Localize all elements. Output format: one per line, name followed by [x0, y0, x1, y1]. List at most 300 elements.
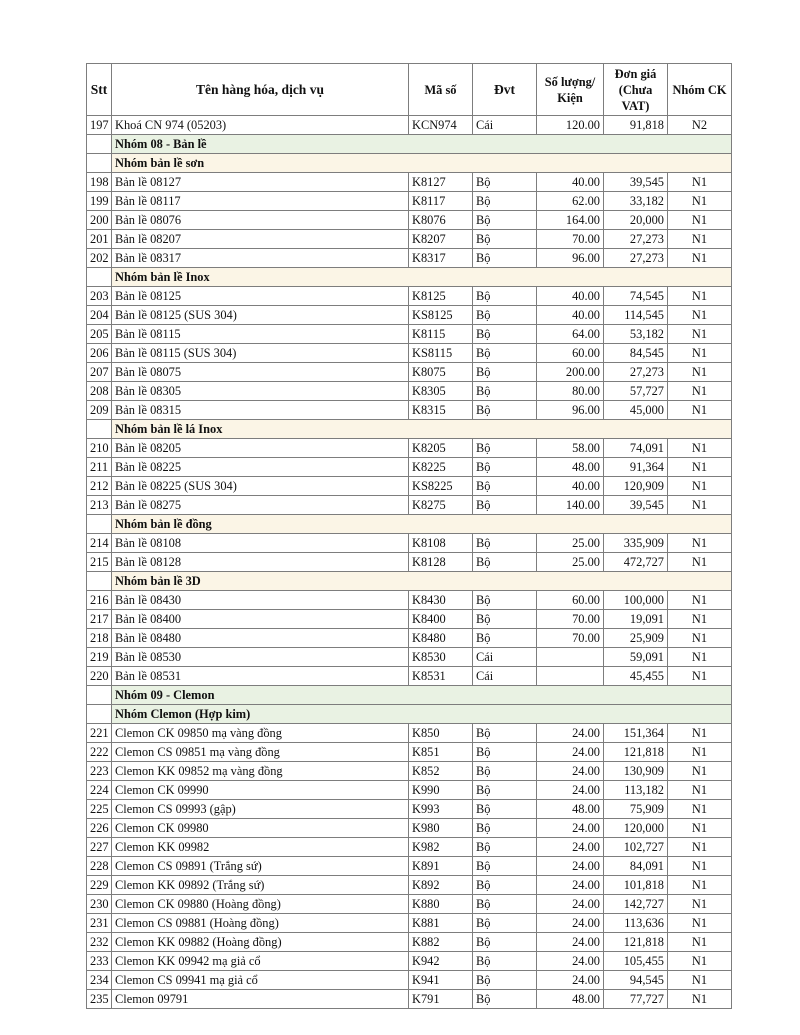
row-unit: Bộ: [473, 800, 537, 819]
row-name: Bản lề 08117: [112, 192, 409, 211]
row-group: N1: [668, 287, 732, 306]
row-qty: 24.00: [537, 914, 604, 933]
group-stt-empty: [87, 420, 112, 439]
row-group: N1: [668, 458, 732, 477]
column-header-group: Nhóm CK: [668, 64, 732, 116]
row-group: N1: [668, 344, 732, 363]
row-code: K8108: [409, 534, 473, 553]
group-label: Nhóm bản lề Inox: [112, 268, 732, 287]
row-qty: 40.00: [537, 477, 604, 496]
row-name: Bản lề 08225 (SUS 304): [112, 477, 409, 496]
row-code: K982: [409, 838, 473, 857]
row-code: K941: [409, 971, 473, 990]
group-stt-empty: [87, 135, 112, 154]
row-name: Bản lề 08305: [112, 382, 409, 401]
row-unit: Bộ: [473, 211, 537, 230]
row-price: 105,455: [604, 952, 668, 971]
row-group: N1: [668, 914, 732, 933]
table-row: [87, 667, 732, 686]
row-code: K990: [409, 781, 473, 800]
row-code: K8531: [409, 667, 473, 686]
row-code: K8275: [409, 496, 473, 515]
row-qty: 25.00: [537, 534, 604, 553]
group-header-row: [87, 686, 732, 705]
row-qty: 96.00: [537, 249, 604, 268]
row-qty: 48.00: [537, 800, 604, 819]
table-row: [87, 952, 732, 971]
row-unit: Cái: [473, 116, 537, 135]
row-name: Clemon CK 09880 (Hoàng đồng): [112, 895, 409, 914]
row-name: Bản lề 08205: [112, 439, 409, 458]
row-name: Clemon CS 09881 (Hoàng đồng): [112, 914, 409, 933]
row-group: N1: [668, 477, 732, 496]
row-stt: 207: [87, 363, 112, 382]
row-price: 27,273: [604, 363, 668, 382]
row-code: K8127: [409, 173, 473, 192]
table-row: [87, 781, 732, 800]
table-row: [87, 325, 732, 344]
row-qty: 80.00: [537, 382, 604, 401]
row-name: Bản lề 08400: [112, 610, 409, 629]
row-group: N1: [668, 952, 732, 971]
column-header-name: Tên hàng hóa, dịch vụ: [112, 64, 409, 116]
row-unit: Bộ: [473, 230, 537, 249]
row-name: Bản lề 08480: [112, 629, 409, 648]
row-unit: Bộ: [473, 401, 537, 420]
row-group: N1: [668, 990, 732, 1009]
table-row: [87, 971, 732, 990]
row-group: N1: [668, 629, 732, 648]
group-label: Nhóm bản lề sơn: [112, 154, 732, 173]
row-group: N1: [668, 895, 732, 914]
row-name: Bản lề 08076: [112, 211, 409, 230]
row-qty: 24.00: [537, 724, 604, 743]
row-group: N1: [668, 192, 732, 211]
subgroup-header-row: [87, 268, 732, 287]
row-unit: Bộ: [473, 724, 537, 743]
row-name: Clemon KK 09942 mạ giả cổ: [112, 952, 409, 971]
row-unit: Bộ: [473, 325, 537, 344]
row-code: K880: [409, 895, 473, 914]
table-row: [87, 306, 732, 325]
row-unit: Cái: [473, 648, 537, 667]
row-unit: Bộ: [473, 819, 537, 838]
row-unit: Bộ: [473, 382, 537, 401]
table-row: [87, 800, 732, 819]
row-code: KS8115: [409, 344, 473, 363]
row-unit: Bộ: [473, 439, 537, 458]
row-unit: Bộ: [473, 534, 537, 553]
row-price: 84,091: [604, 857, 668, 876]
row-stt: 200: [87, 211, 112, 230]
row-price: 59,091: [604, 648, 668, 667]
table-row: [87, 439, 732, 458]
row-unit: Bộ: [473, 762, 537, 781]
row-code: K8076: [409, 211, 473, 230]
row-code: K850: [409, 724, 473, 743]
table-row: [87, 762, 732, 781]
row-group: N1: [668, 800, 732, 819]
row-name: Bản lề 08530: [112, 648, 409, 667]
row-qty: 64.00: [537, 325, 604, 344]
table-row: [87, 344, 732, 363]
row-code: K8205: [409, 439, 473, 458]
row-name: Bản lề 08430: [112, 591, 409, 610]
row-stt: 225: [87, 800, 112, 819]
row-price: 91,818: [604, 116, 668, 135]
row-group: N1: [668, 610, 732, 629]
table-body: [87, 116, 732, 1009]
row-stt: 198: [87, 173, 112, 192]
row-qty: 24.00: [537, 762, 604, 781]
row-name: Clemon CS 09891 (Trắng sứ): [112, 857, 409, 876]
row-stt: 221: [87, 724, 112, 743]
header-row: [87, 64, 732, 116]
row-qty: 120.00: [537, 116, 604, 135]
group-label: Nhóm 08 - Bản lề: [112, 135, 732, 154]
row-stt: 217: [87, 610, 112, 629]
row-group: N1: [668, 173, 732, 192]
row-code: K8125: [409, 287, 473, 306]
row-stt: 214: [87, 534, 112, 553]
row-unit: Bộ: [473, 306, 537, 325]
row-stt: 212: [87, 477, 112, 496]
row-group: N1: [668, 762, 732, 781]
row-price: 84,545: [604, 344, 668, 363]
row-qty: 25.00: [537, 553, 604, 572]
row-price: 94,545: [604, 971, 668, 990]
row-code: KS8125: [409, 306, 473, 325]
row-stt: 203: [87, 287, 112, 306]
row-price: 130,909: [604, 762, 668, 781]
row-price: 472,727: [604, 553, 668, 572]
table-row: [87, 230, 732, 249]
row-price: 102,727: [604, 838, 668, 857]
row-qty: 58.00: [537, 439, 604, 458]
subgroup-header-row: [87, 420, 732, 439]
row-qty: 24.00: [537, 876, 604, 895]
row-name: Khoá CN 974 (05203): [112, 116, 409, 135]
row-group: N1: [668, 648, 732, 667]
row-unit: Bộ: [473, 781, 537, 800]
row-group: N1: [668, 363, 732, 382]
row-price: 45,455: [604, 667, 668, 686]
row-stt: 206: [87, 344, 112, 363]
table-row: [87, 914, 732, 933]
group-stt-empty: [87, 154, 112, 173]
row-qty: [537, 667, 604, 686]
row-qty: 40.00: [537, 306, 604, 325]
row-name: Bản lề 08125: [112, 287, 409, 306]
row-unit: Bộ: [473, 990, 537, 1009]
group-label: Nhóm 09 - Clemon: [112, 686, 732, 705]
table-row: [87, 116, 732, 135]
row-code: KS8225: [409, 477, 473, 496]
row-group: N1: [668, 306, 732, 325]
row-code: K8207: [409, 230, 473, 249]
group-stt-empty: [87, 572, 112, 591]
row-price: 142,727: [604, 895, 668, 914]
group-header-row: [87, 135, 732, 154]
row-group: N2: [668, 116, 732, 135]
row-code: K851: [409, 743, 473, 762]
row-name: Clemon CS 09851 mạ vàng đồng: [112, 743, 409, 762]
row-code: K8530: [409, 648, 473, 667]
row-name: Clemon CK 09980: [112, 819, 409, 838]
row-price: 20,000: [604, 211, 668, 230]
row-qty: 24.00: [537, 952, 604, 971]
row-qty: 48.00: [537, 458, 604, 477]
row-name: Bản lề 08125 (SUS 304): [112, 306, 409, 325]
row-qty: 62.00: [537, 192, 604, 211]
group-stt-empty: [87, 268, 112, 287]
table-row: [87, 933, 732, 952]
row-group: N1: [668, 230, 732, 249]
row-stt: 211: [87, 458, 112, 477]
row-unit: Bộ: [473, 971, 537, 990]
row-price: 113,182: [604, 781, 668, 800]
group-label: Nhóm bản lề 3D: [112, 572, 732, 591]
row-group: N1: [668, 591, 732, 610]
row-qty: 48.00: [537, 990, 604, 1009]
row-unit: Bộ: [473, 553, 537, 572]
column-header-qty: Số lượng/ Kiện: [537, 64, 604, 116]
column-header-unit: Đvt: [473, 64, 537, 116]
row-qty: 60.00: [537, 591, 604, 610]
row-name: Clemon 09791: [112, 990, 409, 1009]
row-price: 39,545: [604, 496, 668, 515]
row-stt: 208: [87, 382, 112, 401]
row-unit: Bộ: [473, 610, 537, 629]
row-stt: 199: [87, 192, 112, 211]
row-name: Clemon CK 09990: [112, 781, 409, 800]
row-price: 74,545: [604, 287, 668, 306]
row-group: N1: [668, 838, 732, 857]
row-qty: 24.00: [537, 971, 604, 990]
row-stt: 213: [87, 496, 112, 515]
row-unit: Bộ: [473, 933, 537, 952]
row-price: 77,727: [604, 990, 668, 1009]
row-qty: 24.00: [537, 743, 604, 762]
row-code: K8115: [409, 325, 473, 344]
row-stt: 224: [87, 781, 112, 800]
price-list-table: [86, 63, 732, 1009]
table-row: [87, 895, 732, 914]
row-qty: 24.00: [537, 838, 604, 857]
row-name: Clemon CS 09941 mạ giả cổ: [112, 971, 409, 990]
row-group: N1: [668, 667, 732, 686]
row-unit: Bộ: [473, 344, 537, 363]
table-row: [87, 401, 732, 420]
row-name: Clemon CK 09850 mạ vàng đồng: [112, 724, 409, 743]
row-name: Clemon KK 09852 mạ vàng đồng: [112, 762, 409, 781]
row-unit: Bộ: [473, 857, 537, 876]
row-qty: [537, 648, 604, 667]
row-unit: Bộ: [473, 876, 537, 895]
table-row: [87, 534, 732, 553]
column-header-code: Mã số: [409, 64, 473, 116]
row-stt: 209: [87, 401, 112, 420]
table-row: [87, 610, 732, 629]
row-name: Bản lề 08115: [112, 325, 409, 344]
row-group: N1: [668, 743, 732, 762]
row-name: Clemon KK 09982: [112, 838, 409, 857]
row-stt: 233: [87, 952, 112, 971]
row-group: N1: [668, 781, 732, 800]
row-price: 33,182: [604, 192, 668, 211]
row-name: Bản lề 08108: [112, 534, 409, 553]
row-qty: 70.00: [537, 230, 604, 249]
row-unit: Bộ: [473, 173, 537, 192]
table-row: [87, 458, 732, 477]
table-row: [87, 173, 732, 192]
row-group: N1: [668, 211, 732, 230]
row-group: N1: [668, 439, 732, 458]
row-price: 101,818: [604, 876, 668, 895]
row-unit: Bộ: [473, 895, 537, 914]
row-price: 91,364: [604, 458, 668, 477]
row-unit: Bộ: [473, 838, 537, 857]
table-row: [87, 857, 732, 876]
row-stt: 204: [87, 306, 112, 325]
row-stt: 230: [87, 895, 112, 914]
row-price: 74,091: [604, 439, 668, 458]
table-row: [87, 629, 732, 648]
row-price: 120,909: [604, 477, 668, 496]
table-row: [87, 477, 732, 496]
table-row: [87, 553, 732, 572]
row-qty: 70.00: [537, 610, 604, 629]
row-code: K980: [409, 819, 473, 838]
group-stt-empty: [87, 515, 112, 534]
row-group: N1: [668, 325, 732, 344]
row-stt: 205: [87, 325, 112, 344]
row-group: N1: [668, 249, 732, 268]
row-stt: 197: [87, 116, 112, 135]
row-unit: Bộ: [473, 192, 537, 211]
row-stt: 201: [87, 230, 112, 249]
row-code: K8480: [409, 629, 473, 648]
table-row: [87, 876, 732, 895]
row-name: Bản lề 08317: [112, 249, 409, 268]
row-qty: 24.00: [537, 933, 604, 952]
row-unit: Bộ: [473, 952, 537, 971]
row-unit: Bộ: [473, 743, 537, 762]
row-name: Bản lề 08075: [112, 363, 409, 382]
row-name: Bản lề 08531: [112, 667, 409, 686]
row-price: 113,636: [604, 914, 668, 933]
row-group: N1: [668, 724, 732, 743]
row-price: 39,545: [604, 173, 668, 192]
row-qty: 24.00: [537, 819, 604, 838]
table-row: [87, 211, 732, 230]
table-row: [87, 363, 732, 382]
row-price: 45,000: [604, 401, 668, 420]
row-stt: 215: [87, 553, 112, 572]
row-code: K892: [409, 876, 473, 895]
row-qty: 24.00: [537, 781, 604, 800]
row-price: 121,818: [604, 933, 668, 952]
row-unit: Bộ: [473, 477, 537, 496]
row-group: N1: [668, 933, 732, 952]
row-code: KCN974: [409, 116, 473, 135]
row-qty: 40.00: [537, 173, 604, 192]
row-qty: 164.00: [537, 211, 604, 230]
row-stt: 229: [87, 876, 112, 895]
row-qty: 24.00: [537, 895, 604, 914]
row-stt: 210: [87, 439, 112, 458]
row-code: K8400: [409, 610, 473, 629]
row-name: Bản lề 08115 (SUS 304): [112, 344, 409, 363]
table-row: [87, 287, 732, 306]
row-code: K8128: [409, 553, 473, 572]
row-code: K891: [409, 857, 473, 876]
row-code: K8225: [409, 458, 473, 477]
row-stt: 232: [87, 933, 112, 952]
row-stt: 220: [87, 667, 112, 686]
table-row: [87, 743, 732, 762]
column-header-stt: Stt: [87, 64, 112, 116]
row-qty: 70.00: [537, 629, 604, 648]
row-stt: 219: [87, 648, 112, 667]
row-stt: 222: [87, 743, 112, 762]
row-price: 114,545: [604, 306, 668, 325]
row-stt: 231: [87, 914, 112, 933]
row-name: Clemon CS 09993 (gập): [112, 800, 409, 819]
row-code: K942: [409, 952, 473, 971]
row-code: K8075: [409, 363, 473, 382]
row-unit: Bộ: [473, 496, 537, 515]
row-group: N1: [668, 553, 732, 572]
row-unit: Bộ: [473, 591, 537, 610]
row-code: K8317: [409, 249, 473, 268]
row-price: 335,909: [604, 534, 668, 553]
row-unit: Bộ: [473, 287, 537, 306]
table-row: [87, 838, 732, 857]
row-code: K881: [409, 914, 473, 933]
row-price: 121,818: [604, 743, 668, 762]
row-stt: 202: [87, 249, 112, 268]
row-unit: Bộ: [473, 914, 537, 933]
row-stt: 228: [87, 857, 112, 876]
row-group: N1: [668, 382, 732, 401]
row-qty: 96.00: [537, 401, 604, 420]
table-row: [87, 648, 732, 667]
row-price: 53,182: [604, 325, 668, 344]
row-price: 27,273: [604, 249, 668, 268]
row-name: Bản lề 08225: [112, 458, 409, 477]
row-qty: 200.00: [537, 363, 604, 382]
row-name: Bản lề 08127: [112, 173, 409, 192]
row-qty: 24.00: [537, 857, 604, 876]
row-stt: 216: [87, 591, 112, 610]
table-row: [87, 382, 732, 401]
table-row: [87, 819, 732, 838]
group-label: Nhóm bản lề đồng: [112, 515, 732, 534]
row-code: K8430: [409, 591, 473, 610]
row-code: K8315: [409, 401, 473, 420]
row-qty: 140.00: [537, 496, 604, 515]
row-group: N1: [668, 496, 732, 515]
row-group: N1: [668, 971, 732, 990]
row-price: 120,000: [604, 819, 668, 838]
row-price: 19,091: [604, 610, 668, 629]
row-unit: Bộ: [473, 249, 537, 268]
row-code: K882: [409, 933, 473, 952]
column-header-price: Đơn giá (Chưa VAT): [604, 64, 668, 116]
group-label: Nhóm Clemon (Hợp kim): [112, 705, 732, 724]
row-code: K791: [409, 990, 473, 1009]
